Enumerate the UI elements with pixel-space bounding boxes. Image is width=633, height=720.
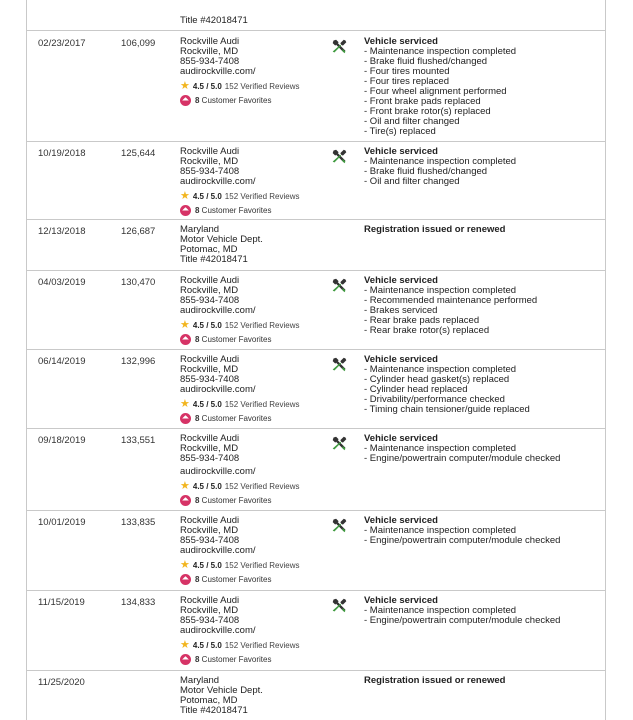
- reviews-link[interactable]: 152 Verified Reviews: [224, 320, 300, 330]
- vehicle-history-table: [26, 0, 606, 720]
- record-odometer: 130,470: [121, 277, 156, 288]
- favorites-count: 8: [195, 495, 200, 505]
- record-date: 10/19/2018: [38, 148, 86, 159]
- service-tools-icon: [331, 148, 348, 165]
- favorites-label: Customer Favorites: [199, 95, 272, 105]
- favorites-count: 8: [195, 205, 200, 215]
- record-row: [27, 428, 605, 511]
- source-line: Rockville, MD: [180, 443, 239, 454]
- record-source: [180, 147, 350, 216]
- event-item: - Tire(s) replaced: [364, 126, 436, 137]
- record-source: [180, 355, 350, 424]
- event-item: - Maintenance inspection completed: [364, 443, 517, 454]
- source-line: Rockville, MD: [180, 605, 239, 616]
- record-date: 04/03/2019: [38, 277, 86, 288]
- event-item: - Four tires mounted: [364, 66, 450, 77]
- record-source: [180, 37, 350, 106]
- source-line: Potomac, MD: [180, 695, 238, 706]
- reviews-link[interactable]: 152 Verified Reviews: [224, 560, 300, 570]
- favorites-label: Customer Favorites: [199, 654, 272, 664]
- favorites-text: [195, 96, 271, 106]
- record-row: [27, 219, 605, 271]
- record-date: 10/01/2019: [38, 517, 86, 528]
- record-details: [364, 225, 594, 235]
- record-details: [364, 434, 594, 464]
- source-line: Rockville, MD: [180, 525, 239, 536]
- star-icon: ★: [180, 559, 190, 571]
- record-odometer: 134,833: [121, 597, 156, 608]
- star-icon: ★: [180, 480, 190, 492]
- star-icon: ★: [180, 190, 190, 202]
- favorites-count: 8: [195, 413, 200, 423]
- customer-favorites[interactable]: [180, 95, 350, 106]
- record-details: [364, 276, 594, 336]
- event-item: - Maintenance inspection completed: [364, 46, 517, 57]
- record-details: [364, 676, 594, 686]
- partial-title-line: Title #42018471: [180, 15, 248, 26]
- rating-summary[interactable]: [180, 481, 350, 492]
- favorites-text: [195, 496, 271, 506]
- source-line: Maryland: [180, 224, 220, 235]
- event-item: - Front brake pads replaced: [364, 96, 481, 107]
- star-icon: ★: [180, 319, 190, 331]
- event-item: - Maintenance inspection completed: [364, 285, 517, 296]
- source-line: 855-934-7408: [180, 56, 240, 67]
- favorites-label: Customer Favorites: [199, 413, 272, 423]
- favorites-label: Customer Favorites: [199, 495, 272, 505]
- event-item: - Engine/powertrain computer/module checked: [364, 615, 561, 626]
- record-source: [180, 596, 350, 665]
- event-item: - Brakes serviced: [364, 305, 438, 316]
- favorites-label: Customer Favorites: [199, 334, 272, 344]
- source-line: 855-934-7408: [180, 166, 240, 177]
- source-line: Rockville Audi: [180, 354, 240, 365]
- rating-score: 4.5 / 5.0: [192, 640, 222, 650]
- service-tools-icon: [331, 435, 348, 452]
- source-line: Rockville Audi: [180, 275, 240, 286]
- source-line: audirockville.com/: [180, 66, 256, 77]
- source-line: audirockville.com/: [180, 625, 256, 636]
- event-heading: Registration issued or renewed: [364, 224, 506, 235]
- source-line: Maryland: [180, 675, 220, 686]
- favorites-count: 8: [195, 95, 200, 105]
- record-source: [180, 434, 350, 506]
- heart-icon: [180, 574, 191, 585]
- reviews-link[interactable]: 152 Verified Reviews: [224, 81, 300, 91]
- rating-summary[interactable]: [180, 640, 350, 651]
- event-item: - Cylinder head replaced: [364, 384, 468, 395]
- favorites-count: 8: [195, 574, 200, 584]
- event-item: - Oil and filter changed: [364, 116, 460, 127]
- event-item: - Brake fluid flushed/changed: [364, 166, 488, 177]
- favorites-count: 8: [195, 654, 200, 664]
- source-line: 855-934-7408: [180, 374, 240, 385]
- source-line: Rockville Audi: [180, 595, 240, 606]
- rating-score: 4.5 / 5.0: [192, 399, 222, 409]
- favorites-text: [195, 655, 271, 665]
- record-details: [364, 147, 594, 187]
- source-line: Rockville, MD: [180, 46, 239, 57]
- event-item: - Engine/powertrain computer/module checked: [364, 453, 561, 464]
- rating-summary[interactable]: [180, 191, 350, 202]
- heart-icon: [180, 654, 191, 665]
- rating-summary[interactable]: [180, 81, 350, 92]
- reviews-link[interactable]: 152 Verified Reviews: [224, 399, 300, 409]
- record-details: [364, 355, 594, 415]
- service-tools-icon: [331, 517, 348, 534]
- heart-icon: [180, 95, 191, 106]
- source-line: audirockville.com/: [180, 384, 256, 395]
- record-row: [27, 270, 605, 350]
- star-icon: ★: [180, 639, 190, 651]
- rating-score: 4.5 / 5.0: [192, 81, 222, 91]
- source-line: audirockville.com/: [180, 176, 256, 187]
- event-heading: Vehicle serviced: [364, 515, 438, 526]
- customer-favorites[interactable]: [180, 574, 350, 585]
- source-line: audirockville.com/: [180, 305, 256, 316]
- source-line: 855-934-7408: [180, 535, 240, 546]
- service-tools-icon: [331, 38, 348, 55]
- rating-score: 4.5 / 5.0: [192, 481, 222, 491]
- event-item: - Maintenance inspection completed: [364, 156, 517, 167]
- reviews-link[interactable]: 152 Verified Reviews: [224, 640, 300, 650]
- event-item: - Timing chain tensioner/guide replaced: [364, 404, 530, 415]
- star-icon: ★: [180, 398, 190, 410]
- reviews-link[interactable]: 152 Verified Reviews: [224, 481, 300, 491]
- record-date: 11/15/2019: [38, 597, 85, 608]
- rating-score: 4.5 / 5.0: [192, 320, 222, 330]
- source-line: Rockville Audi: [180, 146, 240, 157]
- source-line: 855-934-7408: [180, 615, 240, 626]
- rating-summary[interactable]: [180, 399, 350, 410]
- source-line: Title #42018471: [180, 254, 248, 265]
- customer-favorites[interactable]: [180, 495, 350, 506]
- service-tools-icon: [331, 597, 348, 614]
- record-row: [27, 510, 605, 591]
- event-heading: Vehicle serviced: [364, 146, 438, 157]
- favorites-label: Customer Favorites: [199, 574, 272, 584]
- record-date: 02/23/2017: [38, 38, 86, 49]
- rating-score: 4.5 / 5.0: [192, 191, 222, 201]
- source-line: 855-934-7408: [180, 453, 240, 464]
- record-odometer: 132,996: [121, 356, 156, 367]
- record-odometer: 126,687: [121, 226, 156, 237]
- service-tools-icon: [331, 356, 348, 373]
- event-heading: Registration issued or renewed: [364, 675, 506, 686]
- record-row: [27, 349, 605, 429]
- source-line: Rockville, MD: [180, 285, 239, 296]
- source-line: Potomac, MD: [180, 244, 238, 255]
- event-item: - Four tires replaced: [364, 76, 450, 87]
- event-item: - Maintenance inspection completed: [364, 525, 517, 536]
- record-odometer: 106,099: [121, 38, 156, 49]
- source-line: Rockville Audi: [180, 515, 240, 526]
- favorites-text: [195, 575, 271, 585]
- heart-icon: [180, 495, 191, 506]
- heart-icon: [180, 413, 191, 424]
- source-line: Motor Vehicle Dept.: [180, 234, 263, 245]
- event-item: - Brake fluid flushed/changed: [364, 56, 488, 67]
- customer-favorites[interactable]: [180, 654, 350, 665]
- customer-favorites[interactable]: [180, 413, 350, 424]
- event-item: - Maintenance inspection completed: [364, 364, 517, 375]
- customer-favorites[interactable]: [180, 205, 350, 216]
- record-row: [27, 590, 605, 671]
- source-line: Rockville Audi: [180, 36, 240, 47]
- rating-summary[interactable]: [180, 320, 350, 331]
- event-heading: Vehicle serviced: [364, 354, 438, 365]
- source-line: Rockville Audi: [180, 433, 240, 444]
- event-item: - Rear brake rotor(s) replaced: [364, 325, 490, 336]
- record-odometer: 125,644: [121, 148, 156, 159]
- event-item: - Rear brake pads replaced: [364, 315, 480, 326]
- record-odometer: 133,551: [121, 435, 156, 446]
- event-item: - Cylinder head gasket(s) replaced: [364, 374, 510, 385]
- event-item: - Front brake rotor(s) replaced: [364, 106, 491, 117]
- source-line: Title #42018471: [180, 705, 248, 716]
- star-icon: ★: [180, 80, 190, 92]
- record-row: [27, 31, 605, 142]
- source-line: Motor Vehicle Dept.: [180, 685, 263, 696]
- record-details: [364, 37, 594, 137]
- event-item: - Four wheel alignment performed: [364, 86, 507, 97]
- partial-record-row: [27, 0, 605, 31]
- event-item: - Drivability/performance checked: [364, 394, 505, 405]
- favorites-count: 8: [195, 334, 200, 344]
- rating-summary[interactable]: [180, 560, 350, 571]
- record-date: 06/14/2019: [38, 356, 86, 367]
- source-line: 855-934-7408: [180, 295, 240, 306]
- favorites-text: [195, 206, 271, 216]
- record-row: [27, 670, 605, 720]
- source-line: Rockville, MD: [180, 364, 239, 375]
- heart-icon: [180, 334, 191, 345]
- source-line: audirockville.com/: [180, 545, 256, 556]
- record-source: [180, 516, 350, 585]
- record-source: [180, 276, 350, 345]
- customer-favorites[interactable]: [180, 334, 350, 345]
- record-details: [364, 516, 594, 546]
- source-line: Rockville, MD: [180, 156, 239, 167]
- favorites-label: Customer Favorites: [199, 205, 272, 215]
- record-details: [364, 596, 594, 626]
- reviews-link[interactable]: 152 Verified Reviews: [224, 191, 300, 201]
- record-date: 12/13/2018: [38, 226, 86, 237]
- record-date: 09/18/2019: [38, 435, 86, 446]
- event-item: - Recommended maintenance performed: [364, 295, 538, 306]
- event-heading: Vehicle serviced: [364, 433, 438, 444]
- rating-score: 4.5 / 5.0: [192, 560, 222, 570]
- record-source: [180, 225, 350, 265]
- favorites-text: [195, 414, 271, 424]
- event-heading: Vehicle serviced: [364, 36, 438, 47]
- favorites-text: [195, 335, 271, 345]
- event-item: - Engine/powertrain computer/module checked: [364, 535, 561, 546]
- record-row: [27, 141, 605, 220]
- service-tools-icon: [331, 277, 348, 294]
- record-odometer: 133,835: [121, 517, 156, 528]
- record-date: 11/25/2020: [38, 677, 85, 688]
- record-source: [180, 676, 350, 716]
- event-heading: Vehicle serviced: [364, 595, 438, 606]
- event-item: - Maintenance inspection completed: [364, 605, 517, 616]
- event-item: - Oil and filter changed: [364, 176, 460, 187]
- source-line: audirockville.com/: [180, 466, 256, 477]
- heart-icon: [180, 205, 191, 216]
- event-heading: Vehicle serviced: [364, 275, 438, 286]
